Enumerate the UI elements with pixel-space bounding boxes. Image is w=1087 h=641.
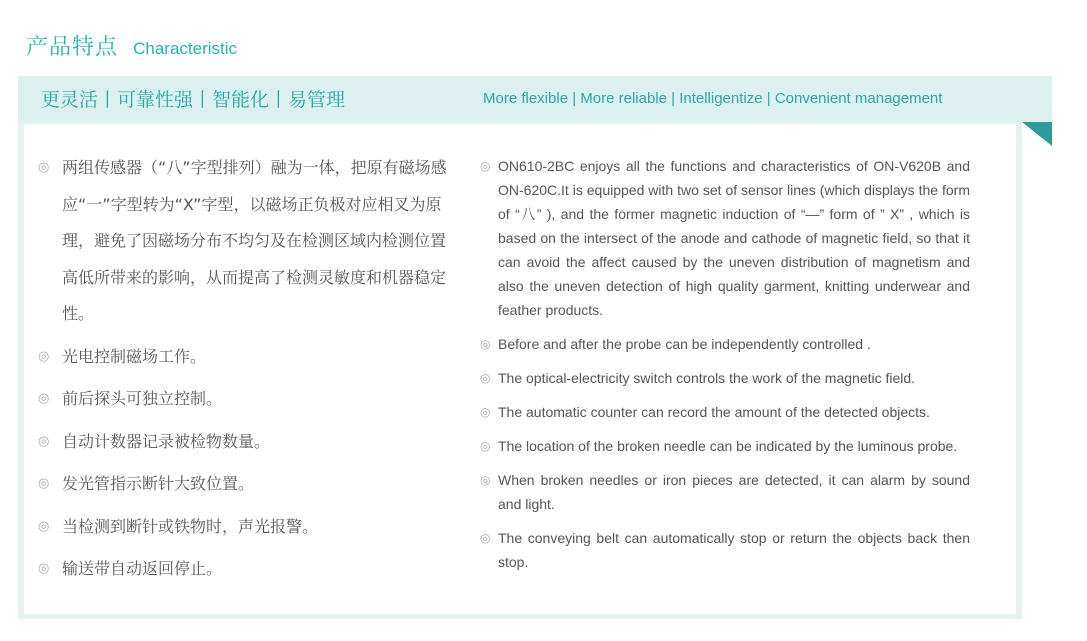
bullet-icon: ◎ bbox=[38, 561, 50, 576]
list-item bbox=[38, 551, 448, 588]
list-item bbox=[480, 468, 970, 516]
feature-text-en: The optical-electricity switch controls the work of the magnetic field. bbox=[498, 370, 916, 386]
bullet-icon: ◎ bbox=[38, 518, 50, 534]
bullet-icon: ◎ bbox=[480, 439, 491, 453]
feature-text-cn: 自动计数器记录被检物数量。 bbox=[62, 431, 271, 451]
feature-text-en: The location of the broken needle can be indicated by the luminous probe. bbox=[498, 438, 958, 454]
feature-text-cn: 当检测到断针或铁物时，声光报警。 bbox=[62, 516, 319, 536]
bullet-icon: ◎ bbox=[480, 405, 491, 419]
corner-fold-decoration bbox=[1022, 122, 1052, 146]
english-feature-list bbox=[480, 154, 970, 584]
list-item bbox=[480, 526, 970, 574]
list-item bbox=[38, 509, 448, 546]
bullet-icon: ◎ bbox=[480, 371, 491, 385]
section-title bbox=[26, 30, 237, 61]
bullet-icon: ◎ bbox=[480, 531, 491, 545]
bullet-icon: ◎ bbox=[480, 159, 491, 173]
feature-text-cn: 输送带自动返回停止。 bbox=[62, 559, 223, 578]
feature-text-cn: 光电控制磁场工作。 bbox=[62, 346, 207, 366]
feature-text-en: ON610-2BC enjoys all the functions and characteristics of ON-V620B and ON-620C.It is equipped with two set of sensor lines (which displays the form of “八” ), and the former magnetic induction of “—” form of ” X” , which is based on the intersect of the anode and cathode of magnetic field, so that it can avoid the affect caused by the uneven distribution of magnetism and also the uneven detection of high quality garment, knitting underwear and feather products. bbox=[498, 158, 970, 318]
list-item bbox=[38, 466, 448, 503]
list-item bbox=[38, 424, 448, 461]
list-item bbox=[480, 400, 970, 424]
band-english-text: More flexible | More reliable | Intelligentize | Convenient management bbox=[483, 90, 943, 107]
list-item bbox=[38, 339, 448, 376]
feature-text-cn: 发光管指示断针大致位置。 bbox=[62, 474, 255, 493]
bullet-icon: ◎ bbox=[480, 473, 491, 487]
feature-summary-band bbox=[18, 76, 1052, 122]
title-english: Characteristic bbox=[133, 39, 238, 58]
band-chinese-text: 更灵活丨可靠性强丨智能化丨易管理 bbox=[41, 89, 346, 111]
feature-text-en: Before and after the probe can be independently controlled . bbox=[498, 336, 871, 352]
bullet-icon: ◎ bbox=[38, 348, 50, 364]
list-item bbox=[480, 332, 970, 356]
chinese-feature-list bbox=[38, 150, 448, 588]
bullet-icon: ◎ bbox=[38, 160, 50, 175]
feature-text-cn: 两组传感器（“八”字型排列）融为一体，把原有磁场感应“一”字型转为“X”字型，以磁场正负极对应相叉为原理，避免了因磁场分布不均匀及在检测区域内检测位置高低所带来的影响，从而提高了检测灵敏度和机器稳定性。 bbox=[62, 158, 447, 323]
bullet-icon: ◎ bbox=[38, 391, 50, 406]
bullet-icon: ◎ bbox=[38, 433, 50, 449]
feature-text-en: The conveying belt can automatically stop or return the objects back then stop. bbox=[498, 530, 970, 570]
list-item bbox=[480, 366, 970, 390]
bullet-icon: ◎ bbox=[38, 476, 50, 491]
list-item bbox=[38, 381, 448, 418]
feature-text-en: When broken needles or iron pieces are detected, it can alarm by sound and light. bbox=[498, 472, 970, 512]
feature-text-en: The automatic counter can record the amount of the detected objects. bbox=[498, 404, 930, 420]
feature-text-cn: 前后探头可独立控制。 bbox=[62, 389, 223, 408]
title-chinese: 产品特点 bbox=[26, 35, 119, 60]
list-item bbox=[480, 154, 970, 322]
list-item bbox=[38, 150, 448, 333]
list-item bbox=[480, 434, 970, 458]
bullet-icon: ◎ bbox=[480, 337, 491, 351]
